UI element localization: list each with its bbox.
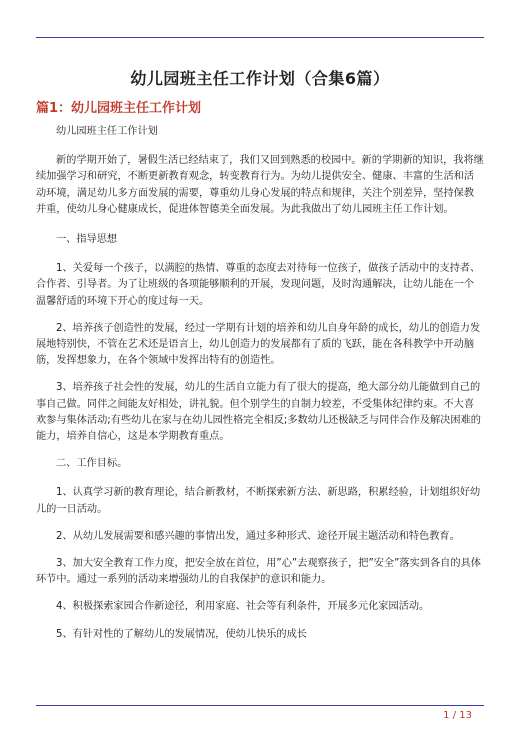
- body-paragraph: 3、培养孩子社会性的发展，幼儿的生活自立能力有了很大的提高，绝大部分幼儿能做到自己的事自己做。同伴之间能友好相处，讲礼貌。但个别学生的自制力较差，不受集体纪律约束。不大喜欢参与集体活动;有些幼儿在家与在幼儿园性格完全相反;多数幼儿还极缺乏与同伴合作及解决困难的能力，培养自信心，这是本学期教育重点。: [36, 382, 481, 443]
- section-label-goals: 二、工作目标。: [56, 458, 128, 470]
- body-paragraph: 5、有针对性的了解幼儿的发展情况，使幼儿快乐的成长: [56, 628, 307, 640]
- intro-paragraph: 新的学期开始了，暑假生活已经结束了，我们又回到熟悉的校园中。新的学期新的知识，我将继续加强学习和研究，不断更新教育观念，转变教育行为。为幼儿提供安全、健康、丰富的生活和活动环境，满足幼儿多方面发展的需要，尊重幼儿身心发展的特点和规律，关注个别差异，坚持保教并重，使幼儿身心健康成长，促进体智德美全面发展。为此我做出了幼儿园班主任工作计划。: [36, 155, 484, 215]
- body-paragraph: 1、关爱每一个孩子，以满腔的热情、尊重的态度去对待每一位孩子，做孩子活动中的支持者、合作者、引导者。为了让班级的各项能够顺利的开展，发现问题，及时沟通解决，让幼儿能在一个温馨舒适的环境下开心的度过每一天。: [36, 263, 481, 307]
- body-paragraph: 4、积极探索家园合作新途径，利用家庭、社会等有利条件，开展多元化家园活动。: [56, 601, 430, 613]
- section-label-guiding: 一、指导思想: [56, 234, 118, 246]
- body-paragraph: 2、从幼儿发展需要和感兴趣的事情出发，通过多种形式、途径开展主题活动和特色教育。: [56, 530, 460, 542]
- subtitle-paragraph: 幼儿园班主任工作计划: [56, 126, 158, 137]
- document-body: [36, 124, 484, 654]
- body-paragraph: 3、加大安全教育工作力度，把安全放在首位，用”心”去观察孩子，把”安全”落实到各自的具体环节中。通过一系列的活动来增强幼儿的自我保护的意识和能力。: [36, 558, 481, 586]
- body-paragraph: 1、认真学习新的教育理论，结合新教材，不断探索新方法、新思路，积累经验，计划组织好幼儿的一日活动。: [36, 487, 481, 515]
- footer-rule: [36, 705, 484, 706]
- section-heading: 篇1：幼儿园班主任工作计划: [36, 101, 202, 116]
- page-indicator: 1 / 13: [443, 710, 472, 721]
- document-title: 幼儿园班主任工作计划（合集6篇）: [130, 69, 390, 88]
- header-rule: [36, 37, 484, 38]
- body-paragraph: 2、培养孩子创造性的发展，经过一学期有计划的培养和幼儿自身年龄的成长，幼儿的创造力发展地特别快，不管在艺术还是语言上，幼儿创造力的发展都有了质的飞跃，能在各科教学中开动脑筋，发挥想象力，在各个领域中发挥出特有的创造性。: [36, 322, 481, 367]
